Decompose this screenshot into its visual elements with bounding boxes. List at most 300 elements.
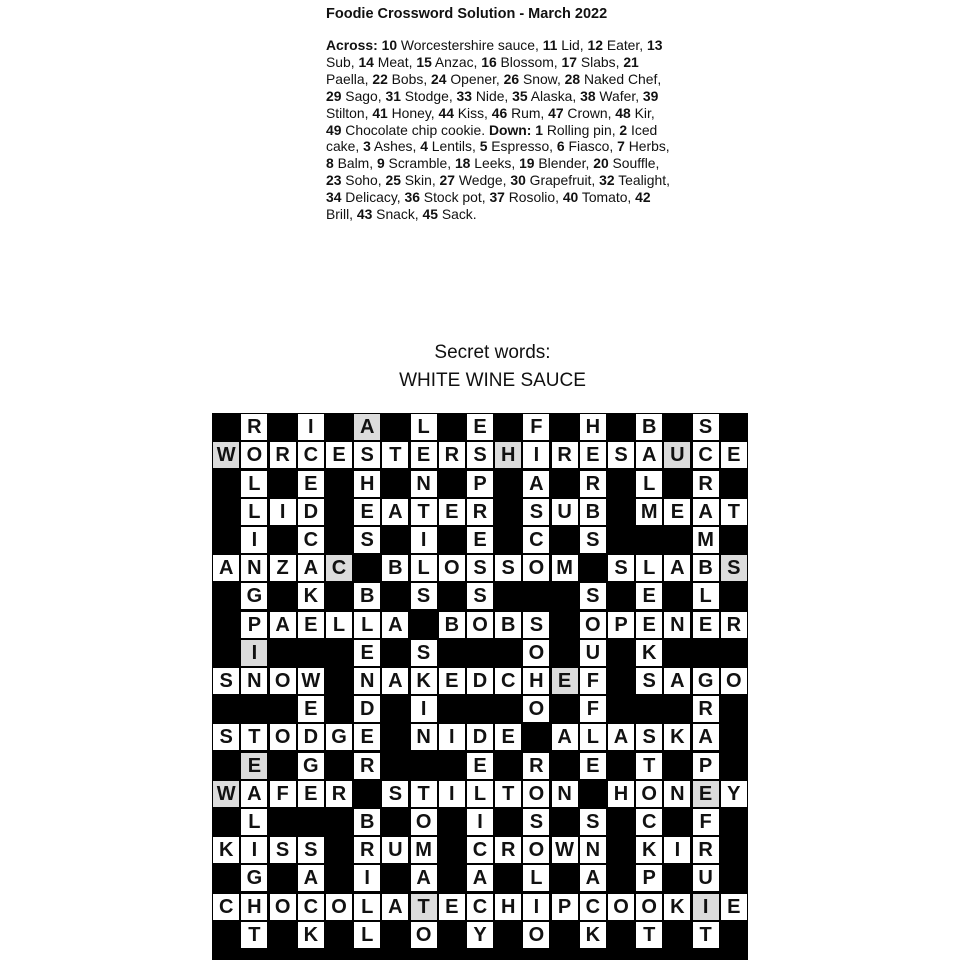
grid-cell: G	[241, 865, 267, 891]
grid-cell: H	[608, 781, 634, 807]
grid-cell: G	[241, 583, 267, 609]
grid-cell: E	[439, 499, 465, 525]
clue-number: 7	[617, 138, 625, 155]
grid-cell: S	[721, 555, 747, 581]
clue-number: 11	[542, 37, 558, 53]
clue-number: 44	[438, 104, 454, 121]
grid-cell: L	[354, 894, 380, 920]
grid-cell: L	[354, 922, 380, 948]
grid-cell: M	[552, 555, 578, 581]
clue-answer: Sub,	[326, 53, 359, 70]
grid-cell: Z	[270, 555, 296, 581]
grid-cell: Y	[721, 781, 747, 807]
grid-cell: A	[467, 865, 493, 891]
grid-cell: B	[636, 414, 662, 440]
grid-cell: L	[636, 471, 662, 497]
grid-cell: H	[523, 668, 549, 694]
grid-cell: G	[693, 668, 719, 694]
grid-cell: M	[636, 499, 662, 525]
grid-cell: O	[439, 555, 465, 581]
grid-cell: O	[270, 894, 296, 920]
grid-cell: O	[523, 837, 549, 863]
clue-number: 49	[326, 121, 342, 138]
grid-cell: I	[523, 894, 549, 920]
clue-answer: Rosolio,	[504, 189, 563, 206]
grid-cell: C	[495, 668, 521, 694]
grid-cell: C	[580, 894, 606, 920]
grid-cell: P	[693, 753, 719, 779]
grid-cell: O	[523, 696, 549, 722]
grid-cell: C	[326, 555, 352, 581]
clue-number: Down:	[488, 121, 536, 138]
clue-answer: Iced cake,	[326, 121, 658, 155]
grid-cell: B	[495, 612, 521, 638]
grid-cell: U	[693, 865, 719, 891]
clue-number: 16	[481, 53, 497, 70]
grid-cell: N	[241, 555, 267, 581]
grid-cell: P	[467, 471, 493, 497]
grid-cell: K	[636, 640, 662, 666]
grid-cell: I	[241, 640, 267, 666]
clue-answer: Naked Chef,	[580, 70, 662, 87]
grid-cell: L	[241, 499, 267, 525]
grid-cell: S	[467, 442, 493, 468]
clue-number: 35	[512, 87, 528, 104]
grid-cell: O	[608, 894, 634, 920]
grid-cell: A	[382, 894, 408, 920]
grid-cell: N	[411, 471, 437, 497]
clue-number: 39	[642, 87, 659, 104]
grid-cell: A	[382, 499, 408, 525]
grid-cell: D	[298, 499, 324, 525]
grid-cell: S	[523, 809, 549, 835]
clue-number: 24	[431, 70, 447, 87]
grid-cell: O	[326, 894, 352, 920]
clue-answer: Herbs,	[624, 138, 670, 155]
grid-cell: K	[213, 837, 239, 863]
grid-cell: K	[664, 894, 690, 920]
grid-cell: I	[411, 527, 437, 553]
grid-cell: E	[467, 753, 493, 779]
grid-cell: C	[298, 894, 324, 920]
grid-cell: C	[467, 894, 493, 920]
clue-number: 21	[623, 53, 639, 70]
clue-answer: Snow,	[519, 70, 565, 87]
grid-cell: E	[467, 414, 493, 440]
clue-answer: Blender,	[534, 155, 594, 172]
grid-cell: T	[382, 442, 408, 468]
grid-cell: I	[467, 809, 493, 835]
grid-cell: I	[439, 724, 465, 750]
grid-cell: C	[298, 527, 324, 553]
grid-cell: B	[693, 555, 719, 581]
grid-cell: U	[552, 499, 578, 525]
grid-cell: R	[693, 837, 719, 863]
clue-number: Across:	[326, 37, 382, 53]
grid-cell: B	[382, 555, 408, 581]
grid-cell: F	[580, 668, 606, 694]
grid-cell: E	[354, 499, 380, 525]
clue-answer: Fiasco,	[564, 138, 618, 155]
clue-answer: Brill,	[326, 206, 357, 223]
grid-cell: F	[693, 809, 719, 835]
grid-cell: I	[241, 837, 267, 863]
grid-cell: S	[580, 527, 606, 553]
grid-cell: I	[270, 499, 296, 525]
grid-cell: E	[636, 583, 662, 609]
grid-cell: O	[523, 555, 549, 581]
grid-cell: A	[213, 555, 239, 581]
clue-answer: Eater,	[602, 37, 647, 53]
grid-cell: O	[241, 442, 267, 468]
clue-number: 25	[385, 172, 401, 189]
clue-number: 13	[646, 37, 663, 53]
grid-cell: R	[270, 442, 296, 468]
grid-cell: I	[298, 414, 324, 440]
clue-answer: Chocolate chip cookie.	[341, 121, 489, 138]
clue-answer: Kiss,	[453, 104, 492, 121]
clue-answer: Ashes,	[370, 138, 421, 155]
grid-cell: L	[354, 612, 380, 638]
grid-cell: C	[467, 837, 493, 863]
clue-number: 30	[510, 172, 526, 189]
grid-cell: P	[636, 865, 662, 891]
grid-cell: F	[270, 781, 296, 807]
clue-answer: Balm,	[333, 155, 377, 172]
grid-cell: A	[354, 414, 380, 440]
clue-answer: Stock pot,	[419, 189, 490, 206]
clue-answer: Souffle,	[608, 155, 660, 172]
grid-cell: A	[411, 865, 437, 891]
grid-cell: U	[382, 837, 408, 863]
grid-cell: I	[241, 527, 267, 553]
grid-cell: A	[608, 724, 634, 750]
grid-cell: S	[270, 837, 296, 863]
clue-number: 23	[326, 172, 342, 189]
clue-number: 22	[372, 70, 388, 87]
grid-cell: D	[467, 668, 493, 694]
clue-number: 34	[326, 189, 342, 206]
grid-cell: L	[467, 781, 493, 807]
grid-cell: K	[411, 668, 437, 694]
clue-answer: Sago,	[341, 87, 386, 104]
grid-cell: R	[693, 696, 719, 722]
clue-number: 9	[376, 155, 385, 172]
grid-cell: O	[523, 922, 549, 948]
grid-cell: L	[523, 865, 549, 891]
clue-number: 36	[404, 189, 420, 206]
clue-answer: Honey,	[387, 104, 439, 121]
grid-cell: I	[354, 865, 380, 891]
grid-cell: T	[411, 894, 437, 920]
grid-cell: A	[382, 668, 408, 694]
grid-cell: E	[298, 612, 324, 638]
grid-cell: R	[580, 471, 606, 497]
grid-cell: E	[580, 442, 606, 468]
clue-answer: Tomato,	[578, 189, 636, 206]
clue-answer: Slabs,	[576, 53, 624, 70]
grid-cell: S	[636, 668, 662, 694]
grid-cell: S	[580, 583, 606, 609]
grid-cell: H	[354, 471, 380, 497]
grid-cell: S	[354, 527, 380, 553]
grid-cell: W	[213, 781, 239, 807]
grid-cell: W	[298, 668, 324, 694]
grid-cell: O	[636, 781, 662, 807]
grid-cell: I	[664, 837, 690, 863]
grid-cell: H	[495, 442, 521, 468]
grid-cell: A	[298, 865, 324, 891]
grid-cell: D	[354, 696, 380, 722]
grid-cell: K	[580, 922, 606, 948]
grid-cell: U	[580, 640, 606, 666]
grid-cell: A	[636, 442, 662, 468]
grid-cell: G	[326, 724, 352, 750]
clue-answer: Lentils,	[427, 138, 480, 155]
clue-answer: Wafer,	[595, 87, 643, 104]
grid-cell: R	[495, 837, 521, 863]
grid-cell: K	[298, 922, 324, 948]
secret-words: WHITE WINE SAUCE	[399, 370, 586, 391]
grid-cell: E	[495, 724, 521, 750]
grid-cell: F	[523, 414, 549, 440]
grid-cell: N	[241, 668, 267, 694]
grid-cell: I	[523, 442, 549, 468]
grid-cell: E	[664, 499, 690, 525]
grid-cell: E	[580, 753, 606, 779]
clue-answer: Meat,	[373, 53, 417, 70]
grid-cell: O	[580, 612, 606, 638]
grid-cell: L	[411, 555, 437, 581]
grid-cell: L	[693, 583, 719, 609]
grid-cell: A	[382, 612, 408, 638]
clue-answer: Paella,	[326, 70, 373, 87]
grid-cell: K	[636, 837, 662, 863]
grid-cell: R	[552, 442, 578, 468]
grid-cell: N	[552, 781, 578, 807]
grid-cell: S	[693, 414, 719, 440]
grid-cell: T	[636, 753, 662, 779]
grid-cell: E	[721, 894, 747, 920]
grid-cell: S	[523, 612, 549, 638]
grid-cell: S	[495, 555, 521, 581]
grid-cell: R	[241, 414, 267, 440]
grid-cell: S	[298, 837, 324, 863]
clue-answer: Sack.	[437, 206, 477, 223]
grid-cell: A	[693, 724, 719, 750]
solution-text	[326, 37, 671, 223]
grid-cell: E	[326, 442, 352, 468]
clue-number: 3	[363, 138, 371, 155]
crossword-grid	[212, 413, 748, 960]
grid-cell: B	[580, 499, 606, 525]
grid-cell: E	[693, 612, 719, 638]
grid-cell: S	[608, 555, 634, 581]
grid-cell: T	[241, 922, 267, 948]
clue-answer: Soho,	[341, 172, 386, 189]
clue-answer: Stodge,	[400, 87, 457, 104]
clue-number: 6	[556, 138, 565, 155]
clue-number: 19	[519, 155, 535, 172]
clue-answer: Wedge,	[455, 172, 511, 189]
grid-cell: S	[411, 640, 437, 666]
clue-number: 45	[422, 206, 438, 223]
clue-number: 28	[564, 70, 581, 87]
grid-cell: A	[298, 555, 324, 581]
grid-cell: H	[241, 894, 267, 920]
grid-cell: L	[241, 809, 267, 835]
grid-cell: P	[608, 612, 634, 638]
grid-cell: B	[354, 809, 380, 835]
clue-answer: Espresso,	[487, 138, 557, 155]
grid-cell: E	[552, 668, 578, 694]
grid-cell: S	[636, 724, 662, 750]
grid-cell: N	[411, 724, 437, 750]
grid-cell: R	[439, 442, 465, 468]
grid-cell: U	[664, 442, 690, 468]
grid-cell: N	[580, 837, 606, 863]
clue-number: 4	[420, 138, 428, 155]
grid-cell: E	[241, 753, 267, 779]
grid-cell: I	[439, 781, 465, 807]
grid-cell: S	[523, 499, 549, 525]
grid-cell: A	[523, 471, 549, 497]
clue-answer: Snack,	[372, 206, 423, 223]
grid-cell: N	[664, 781, 690, 807]
clue-number: 18	[454, 155, 471, 172]
grid-cell: S	[213, 724, 239, 750]
grid-cell: R	[326, 781, 352, 807]
grid-cell: T	[411, 499, 437, 525]
grid-cell: F	[580, 696, 606, 722]
clue-number: 40	[562, 189, 579, 206]
clue-number: 43	[356, 206, 373, 223]
grid-cell: O	[270, 668, 296, 694]
grid-cell: W	[213, 442, 239, 468]
grid-cell: M	[693, 527, 719, 553]
clue-number: 31	[385, 87, 401, 104]
clue-answer: Tealight,	[614, 172, 670, 189]
grid-cell: W	[552, 837, 578, 863]
grid-cell: R	[693, 471, 719, 497]
grid-cell: A	[580, 865, 606, 891]
grid-cell: S	[382, 781, 408, 807]
grid-cell: A	[664, 555, 690, 581]
grid-cell: A	[270, 612, 296, 638]
grid-cell: S	[467, 583, 493, 609]
grid-cell: E	[298, 781, 324, 807]
clue-answer: Delicacy,	[341, 189, 405, 206]
grid-cell: A	[664, 668, 690, 694]
grid-cell: N	[354, 668, 380, 694]
grid-cell: E	[298, 471, 324, 497]
grid-cell: L	[326, 612, 352, 638]
clue-answer: Opener,	[446, 70, 504, 87]
grid-cell: K	[298, 583, 324, 609]
grid-cell: P	[241, 612, 267, 638]
grid-cell: E	[354, 640, 380, 666]
grid-cell: Y	[467, 922, 493, 948]
grid-cell: T	[636, 922, 662, 948]
grid-cell: A	[552, 724, 578, 750]
clue-answer: Worcestershire sauce,	[397, 37, 543, 53]
grid-cell: P	[552, 894, 578, 920]
grid-cell: H	[495, 894, 521, 920]
grid-cell: T	[693, 922, 719, 948]
clue-number: 26	[503, 70, 520, 87]
grid-cell: R	[467, 499, 493, 525]
grid-cell: E	[298, 696, 324, 722]
grid-cell: I	[693, 894, 719, 920]
grid-cell: B	[439, 612, 465, 638]
clue-number: 17	[561, 53, 577, 70]
grid-cell: S	[467, 555, 493, 581]
clue-number: 37	[489, 189, 505, 206]
page-title: Foodie Crossword Solution - March 2022	[326, 6, 608, 22]
clue-number: 15	[416, 53, 432, 70]
grid-cell: O	[270, 724, 296, 750]
clue-number: 29	[326, 87, 342, 104]
grid-cell: D	[298, 724, 324, 750]
grid-cell: E	[467, 527, 493, 553]
clue-number: 46	[491, 104, 508, 121]
clue-number: 41	[372, 104, 388, 121]
clue-number: 42	[635, 189, 651, 206]
grid-cell: A	[693, 499, 719, 525]
clue-number: 33	[456, 87, 472, 104]
grid-cell: E	[636, 612, 662, 638]
clue-answer: Bobs,	[387, 70, 432, 87]
grid-cell: B	[354, 583, 380, 609]
grid-cell: T	[721, 499, 747, 525]
grid-cell: K	[664, 724, 690, 750]
clue-number: 14	[358, 53, 374, 70]
grid-cell: S	[580, 809, 606, 835]
clue-number: 10	[381, 37, 398, 53]
grid-cell: E	[693, 781, 719, 807]
grid-cell: E	[439, 894, 465, 920]
grid-cell: S	[411, 583, 437, 609]
grid-cell: L	[580, 724, 606, 750]
clue-answer: Kir,	[630, 104, 655, 121]
grid-cell: S	[354, 442, 380, 468]
grid-cell: T	[241, 724, 267, 750]
grid-cell: O	[523, 781, 549, 807]
grid-cell: O	[523, 640, 549, 666]
clue-number: 27	[439, 172, 455, 189]
grid-cell: E	[354, 724, 380, 750]
clue-number: 2	[619, 121, 628, 138]
clue-answer: Nide,	[472, 87, 513, 104]
grid-cell: M	[411, 837, 437, 863]
clue-answer: Rum,	[507, 104, 549, 121]
clue-answer: Blossom,	[496, 53, 562, 70]
clue-number: 20	[593, 155, 609, 172]
grid-cell: O	[636, 894, 662, 920]
clue-number: 38	[580, 87, 596, 104]
grid-cell: O	[467, 612, 493, 638]
grid-cell: O	[411, 809, 437, 835]
clue-answer: Scramble,	[384, 155, 455, 172]
grid-cell: A	[241, 781, 267, 807]
grid-cell: R	[721, 612, 747, 638]
grid-cell: L	[636, 555, 662, 581]
grid-cell: C	[693, 442, 719, 468]
grid-cell: N	[664, 612, 690, 638]
grid-cell: G	[298, 753, 324, 779]
grid-cell: C	[523, 527, 549, 553]
grid-cell: R	[354, 837, 380, 863]
